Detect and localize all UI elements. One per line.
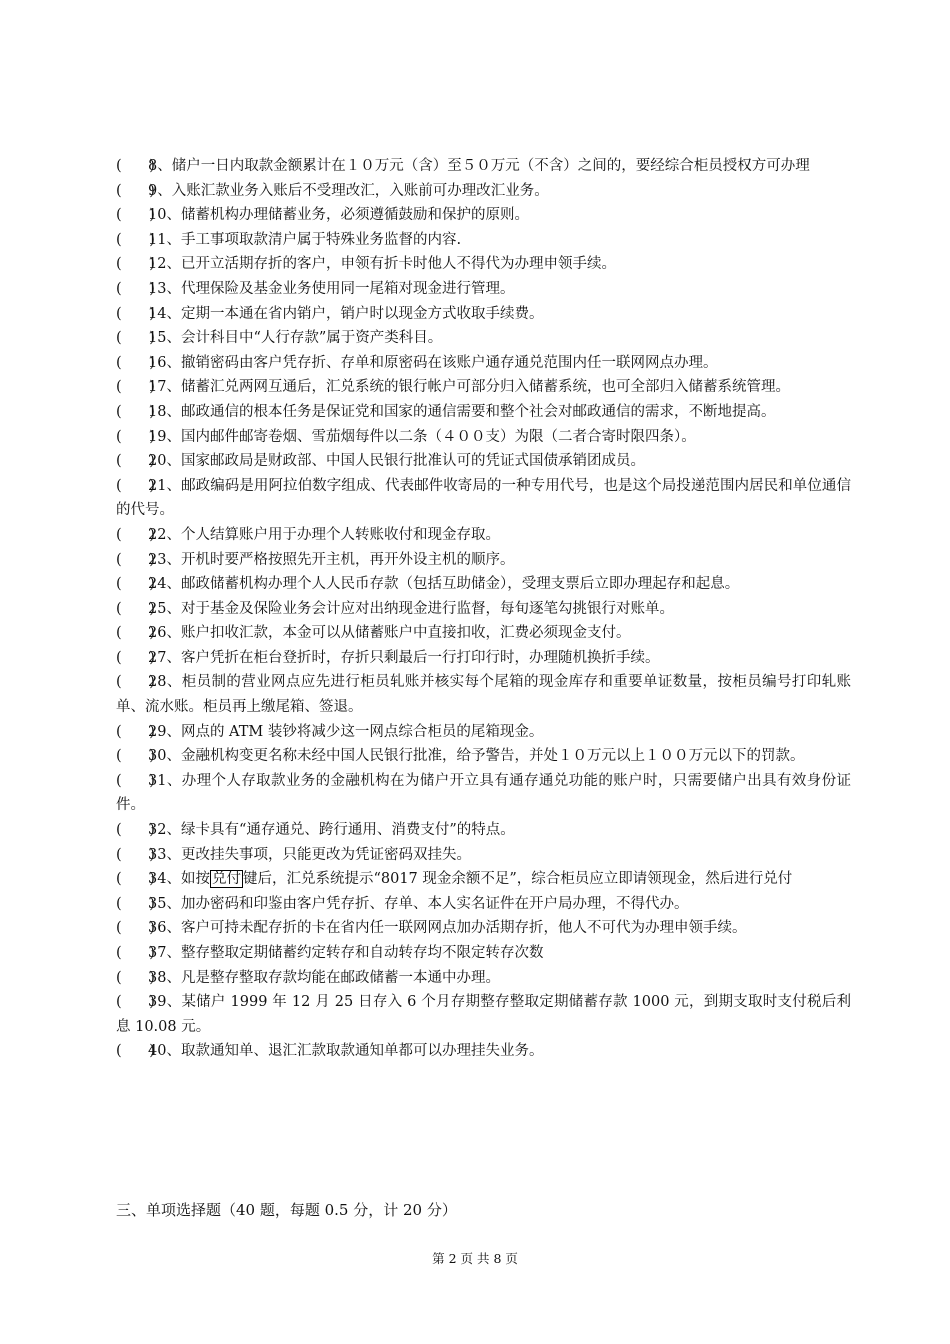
answer-parentheses: ( ) — [116, 994, 155, 1011]
answer-parentheses: ( ) — [116, 920, 155, 937]
question-text: 8、储户一日内取款金额累计在１０万元（含）至５０万元（不含）之间的，要经综合柜员授权方可办理 — [148, 158, 810, 174]
question-item-11 — [116, 228, 851, 253]
question-text: 11、手工事项取款清户属于特殊业务监督的内容. — [148, 231, 462, 248]
question-item-9 — [116, 179, 851, 204]
section-heading: 三、单项选择题（40 题，每题 0.5 分，计 20 分） — [116, 1201, 457, 1219]
true-false-question-list — [116, 154, 851, 1064]
answer-parentheses: ( ) — [116, 625, 155, 642]
question-item-35 — [116, 892, 851, 917]
question-text: 13、代理保险及基金业务使用同一尾箱对现金进行管理。 — [148, 280, 515, 297]
question-item-16 — [116, 351, 851, 376]
question-text: 20、国家邮政局是财政部、中国人民银行批准认可的凭证式国债承销团成员。 — [148, 453, 645, 470]
question-text: 19、国内邮件邮寄卷烟、雪茄烟每件以二条（４００支）为限（二者合寄时限四条）。 — [148, 428, 696, 445]
answer-parentheses: ( ) — [116, 256, 155, 273]
question-item-13 — [116, 277, 851, 302]
page-number-footer: 第 2 页 共 8 页 — [432, 1251, 518, 1266]
answer-parentheses: ( ) — [116, 354, 155, 371]
question-text: 14、定期一本通在省内销户，销户时以现金方式收取手续费。 — [148, 305, 544, 322]
question-text: 24、邮政储蓄机构办理个人人民币存款（包括互助储金），受理支票后立即办理起存和起息。 — [148, 576, 740, 593]
answer-parentheses: ( ) — [116, 1043, 155, 1060]
question-item-34 — [116, 867, 851, 892]
answer-parentheses: ( ) — [116, 280, 155, 297]
question-item-39 — [116, 990, 851, 1039]
answer-parentheses: ( ) — [116, 477, 155, 494]
answer-parentheses: ( ) — [116, 231, 155, 248]
question-text: 30、金融机构变更名称未经中国人民银行批准，给予警告，并处１０万元以上１００万元以下的罚款。 — [148, 748, 805, 765]
question-text: 33、更改挂失事项，只能更改为凭证密码双挂失。 — [148, 846, 471, 863]
answer-parentheses: ( ) — [116, 576, 155, 593]
question-text: 35、加办密码和印鉴由客户凭存折、存单、本人实名证件在开户局办理，不得代办。 — [148, 895, 689, 912]
question-item-37 — [116, 941, 851, 966]
question-text: 12、已开立活期存折的客户，申领有折卡时他人不得代为办理申领手续。 — [148, 256, 616, 273]
question-item-30 — [116, 744, 851, 769]
answer-parentheses: ( ) — [116, 600, 155, 617]
question-text: 9、入账汇款业务入账后不受理改汇，入账前可办理改汇业务。 — [148, 182, 549, 199]
question-text: 37、整存整取定期储蓄约定转存和自动转存均不限定转存次数 — [148, 945, 544, 961]
answer-parentheses: ( ) — [116, 723, 155, 740]
question-item-15 — [116, 326, 851, 351]
answer-parentheses: ( ) — [116, 895, 155, 912]
question-item-14 — [116, 302, 851, 327]
question-item-40 — [116, 1039, 851, 1064]
question-item-17 — [116, 375, 851, 400]
question-text: 36、客户可持未配存折的卡在省内任一联网网点加办活期存折，他人不可代为办理申领手续。 — [148, 920, 747, 937]
question-text: 26、账户扣收汇款，本金可以从储蓄账户中直接扣收，汇费必须现金支付。 — [148, 625, 631, 642]
question-text: 28、柜员制的营业网点应先进行柜员轧账并核实每个尾箱的现金库存和重要单证数量，按柜员编号打印轧账单、流水账。柜员再上缴尾箱、签退。 — [116, 674, 851, 716]
question-item-27 — [116, 646, 851, 671]
answer-parentheses: ( ) — [116, 748, 155, 765]
question-text: 25、对于基金及保险业务会计应对出纳现金进行监督，每旬逐笔勾挑银行对账单。 — [148, 600, 674, 617]
answer-parentheses: ( ) — [116, 772, 155, 789]
question-item-28 — [116, 670, 851, 719]
question-text-before: 34、如按 — [148, 871, 210, 888]
answer-parentheses: ( ) — [116, 526, 155, 543]
question-item-21 — [116, 474, 851, 523]
answer-parentheses: ( ) — [116, 207, 155, 224]
question-text: 32、绿卡具有“通存通兑、跨行通用、消费支付”的特点。 — [148, 822, 515, 839]
question-item-8 — [116, 154, 851, 179]
answer-parentheses: ( ) — [116, 158, 155, 174]
question-text-after: 键后，汇兑系统提示“8017 现金余额不足”，综合柜员应立即请领现金，然后进行兑付 — [242, 871, 793, 888]
question-text: 31、办理个人存取款业务的金融机构在为储户开立具有通存通兑功能的账户时，只需要储户出具有效身份证件。 — [116, 772, 851, 814]
question-text: 15、会计科目中“人行存款”属于资产类科目。 — [148, 330, 443, 347]
answer-parentheses: ( ) — [116, 453, 155, 470]
answer-parentheses: ( ) — [116, 674, 155, 691]
answer-parentheses: ( ) — [116, 969, 155, 986]
answer-parentheses: ( ) — [116, 403, 155, 420]
question-item-25 — [116, 597, 851, 622]
question-item-38 — [116, 966, 851, 991]
answer-parentheses: ( ) — [116, 846, 155, 863]
question-item-33 — [116, 843, 851, 868]
question-text: 17、储蓄汇兑两网互通后，汇兑系统的银行帐户可部分归入储蓄系统，也可全部归入储蓄系统管理。 — [148, 379, 790, 396]
question-text: 39、某储户 1999 年 12 月 25 日存入 6 个月存期整存整取定期储蓄存款 1000 元，到期支取时支付税后利息 10.08 元。 — [116, 994, 851, 1035]
question-item-32 — [116, 818, 851, 843]
question-item-31 — [116, 769, 851, 818]
answer-parentheses: ( ) — [116, 428, 155, 445]
question-text: 29、网点的 ATM 装钞将减少这一网点综合柜员的尾箱现金。 — [148, 723, 544, 740]
answer-parentheses: ( ) — [116, 871, 155, 888]
question-item-26 — [116, 621, 851, 646]
boxed-key-label: 兑付 — [211, 871, 241, 888]
answer-parentheses: ( ) — [116, 945, 155, 961]
answer-parentheses: ( ) — [116, 182, 155, 199]
question-text: 21、邮政编码是用阿拉伯数字组成、代表邮件收寄局的一种专用代号，也是这个局投递范围内居民和单位通信的代号。 — [116, 477, 851, 519]
question-item-10 — [116, 203, 851, 228]
question-text: 40、取款通知单、退汇汇款取款通知单都可以办理挂失业务。 — [148, 1043, 544, 1060]
question-text: 22、个人结算账户用于办理个人转账收付和现金存取。 — [148, 526, 500, 543]
answer-parentheses: ( ) — [116, 822, 155, 839]
question-text: 38、凡是整存整取存款均能在邮政储蓄一本通中办理。 — [148, 969, 500, 986]
question-item-29 — [116, 720, 851, 745]
question-item-22 — [116, 523, 851, 548]
question-item-23 — [116, 548, 851, 573]
answer-parentheses: ( ) — [116, 305, 155, 322]
question-item-12 — [116, 252, 851, 277]
answer-parentheses: ( ) — [116, 551, 155, 568]
question-item-24 — [116, 572, 851, 597]
answer-parentheses: ( ) — [116, 379, 155, 396]
question-text: 16、撤销密码由客户凭存折、存单和原密码在该账户通存通兑范围内任一联网网点办理。 — [148, 354, 718, 371]
question-text: 23、开机时要严格按照先开主机，再开外设主机的顺序。 — [148, 551, 515, 568]
question-text: 10、储蓄机构办理储蓄业务，必须遵循鼓励和保护的原则。 — [148, 207, 529, 224]
question-item-19 — [116, 425, 851, 450]
answer-parentheses: ( ) — [116, 649, 155, 666]
question-item-18 — [116, 400, 851, 425]
question-text: 27、客户凭折在柜台登折时，存折只剩最后一行打印行时，办理随机换折手续。 — [148, 649, 660, 666]
question-item-36 — [116, 916, 851, 941]
question-item-20 — [116, 449, 851, 474]
question-text: 18、邮政通信的根本任务是保证党和国家的通信需要和整个社会对邮政通信的需求，不断地提高。 — [148, 403, 776, 420]
answer-parentheses: ( ) — [116, 330, 155, 347]
